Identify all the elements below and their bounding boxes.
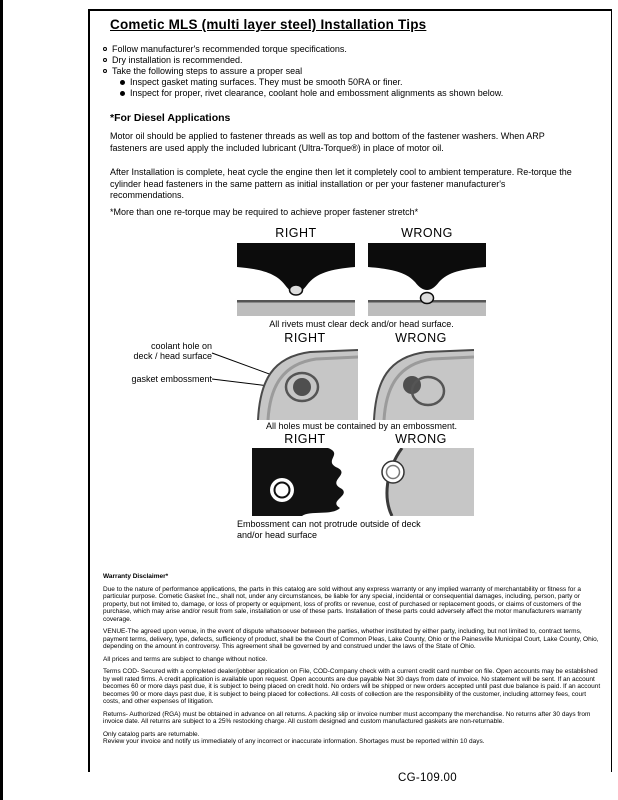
warranty-section [103, 573, 601, 746]
returnable-line: Only catalog parts are returnable. [103, 730, 200, 738]
rivet-clearance-right-diagram [237, 243, 355, 317]
gasket-embossment-label-text: gasket embossment [131, 374, 212, 384]
list-item [120, 88, 583, 99]
right-label: RIGHT [284, 331, 326, 345]
right-label: RIGHT [275, 226, 317, 240]
terms-paragraph: Terms COD- Secured with a completed dealer/jobber application on File, COD-Company check with a current credit card number on file. Open accounts may be established by well rated firms. A credit application is available upon request. Open accounts are due payable Net 30 days from date of invoice. No statement will be sent. If an account becomes 60 or more days past due, it is subject to being placed on credit hold. No orders will be shipped or new orders accepted until past due balance is paid. If an account becomes 90 or more days past due, it is subject to being placed for collections. All costs of collection are the responsibility of the customer, including attorney fees, court costs, and other expenses of litigation. [103, 668, 601, 705]
venue-paragraph: VENUE-The agreed upon venue, in the event of dispute whatsoever between the parties, whether instituted by either party, including, but not limited to, contract terms, payment terms, delivery, type, defects, sufficiency of product, shall be the Court of Common Pleas, Lake County, Ohio or the Painesville Municipal Court, Lake County, Ohio, depending on the amount in controversy. This agreement shall be governed by and construed under the laws of the State of Ohio. [103, 628, 599, 650]
tip-text: Inspect for proper, rivet clearance, coolant hole and embossment alignments as shown below. [130, 88, 504, 98]
gasket-embossment-label [118, 374, 212, 384]
list-item [120, 77, 583, 88]
rivet-caption: All rivets must clear deck and/or head surface. [269, 319, 454, 329]
dot-bullet-icon [120, 91, 125, 96]
list-item [103, 66, 583, 77]
circle-bullet-icon [103, 58, 107, 62]
caption-line2: and/or head surface [237, 530, 318, 540]
dot-bullet-icon [120, 80, 125, 85]
coolant-hole-label-line1: coolant hole on [150, 341, 212, 351]
review-invoice-line: Review your invoice and notify us immediately of any incorrect or inaccurate information. Shortages must be reported within 10 days. [103, 738, 485, 745]
right-label: RIGHT [284, 432, 326, 446]
catalog-page-code: CG-109.00 [398, 772, 457, 784]
returns-paragraph: Returns- Authorized (RGA) must be obtained in advance on all returns. A packing slip or invoice number must accompany the merchandise. No returns after 30 days from invoice date. All returns are subject to a 25% restocking charge. All custom designed and custom manufactured gaskets are non-returnable. [103, 710, 591, 725]
page-edge-strip [0, 0, 3, 800]
list-item [103, 44, 583, 55]
rivet-clearance-wrong-diagram [368, 243, 486, 317]
embossment-containment-wrong-diagram [368, 347, 474, 420]
embossment-protrusion-caption [237, 519, 487, 541]
tips-list [103, 44, 583, 99]
coolant-hole-label [118, 341, 212, 361]
list-item [103, 55, 583, 66]
retorque-note: *More than one re-torque may be required to achieve proper fastener stretch* [110, 207, 419, 217]
circle-bullet-icon [103, 69, 107, 73]
warranty-paragraph: Due to the nature of performance applications, the parts in this catalog are sold without any express warranty or any implied warranty of merchantability or fitness for a particular purpose. Cometic Gasket Inc., shall not, under any circumstances, be liable for any special, incidental or consequential damages, including, person, party or property, but not limited to, damage, or loss of property or equipment, loss of profits or revenue, cost of purchased or replacement goods, or claims of customers of the purchase, which may arise and/or result from sale, installation or use of these parts. Installation of these parts could adversely affect the motor manufacturers warranty coverage. [103, 585, 582, 623]
embossment-containment-caption: All holes must be contained by an embossment. [265, 421, 458, 431]
wrong-label: WRONG [401, 226, 453, 240]
wrong-label: WRONG [395, 432, 447, 446]
circle-bullet-icon [103, 47, 107, 51]
tip-text: Inspect gasket mating surfaces. They must be smooth 50RA or finer. [130, 77, 403, 87]
tip-text: Dry installation is recommended. [112, 55, 243, 65]
prices-paragraph: All prices and terms are subject to change without notice. [103, 655, 268, 663]
coolant-hole-label-line2: deck / head surface [133, 351, 212, 361]
wrong-label: WRONG [395, 331, 447, 345]
tip-text: Take the following steps to assure a proper seal [112, 66, 303, 76]
diesel-paragraph-1: Motor oil should be applied to fastener threads as well as top and bottom of the fastener washers. When ARP fasteners are used apply the included lubricant (Ultra-Torque®) in place of motor oil. [110, 131, 545, 153]
warranty-heading: Warranty Disclaimer* [103, 573, 169, 580]
embossment-protrusion-right-diagram [252, 448, 358, 516]
diesel-applications-heading: *For Diesel Applications [110, 112, 231, 124]
diesel-paragraph-2: After Installation is complete, heat cycle the engine then let it completely cool to ambient temperature. Re-torque the cylinder head fasteners in the same pattern as initial installation or per your fastener manufacturer's recommendations. [110, 167, 572, 200]
embossment-containment-right-diagram [252, 347, 358, 420]
tip-text: Follow manufacturer's recommended torque specifications. [112, 44, 347, 54]
page-title: Cometic MLS (multi layer steel) Installation Tips [110, 17, 427, 32]
embossment-protrusion-wrong-diagram [368, 448, 474, 516]
caption-line1: Embossment can not protrude outside of deck [237, 519, 421, 529]
